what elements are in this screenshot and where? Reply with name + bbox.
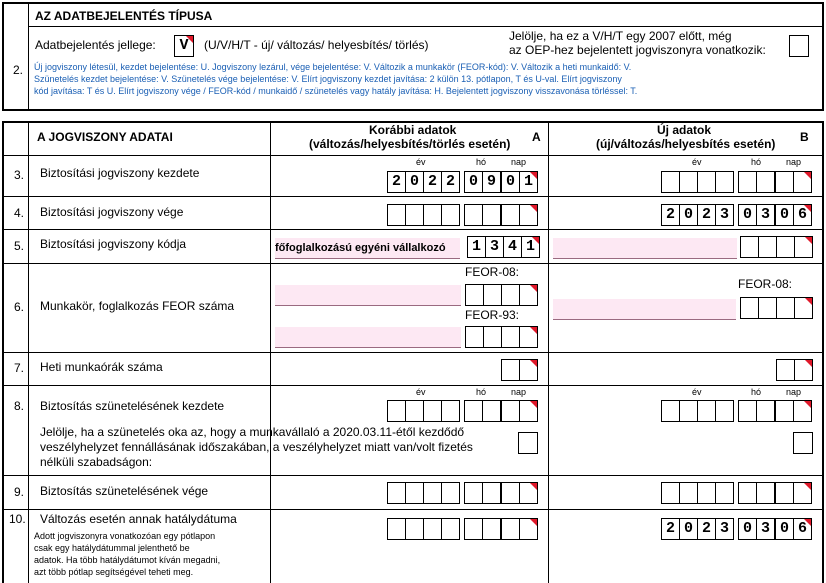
digit-cell[interactable] [465,284,484,306]
row-6-number: 6. [14,300,25,314]
digit-cell[interactable]: 0 [405,171,424,193]
row-7-label: Heti munkaórák száma [40,360,163,374]
digit-cell[interactable] [738,482,757,504]
nap-header: nap [786,387,802,397]
digit-cell[interactable] [740,236,759,258]
col-b-letter: B [800,130,809,144]
jelolje-text-2: az OEP-hez bejelentett jogviszonyra vonatkozik: [509,43,766,57]
digit-cell[interactable]: 2 [697,204,716,226]
digit-cell[interactable] [519,359,538,381]
digit-cell[interactable] [738,400,757,422]
row-4-number: 4. [14,206,25,220]
digit-cell[interactable] [756,171,775,193]
digit-cell[interactable]: 0 [679,518,698,540]
digit-cell[interactable] [465,326,484,348]
ho-header: hó [751,387,762,397]
digit-cell[interactable] [482,482,501,504]
jelolje-text-1: Jelölje, ha ez a V/H/T egy 2007 előtt, még [509,29,732,43]
row-8-checkbox-b[interactable] [793,432,813,454]
digit-cell[interactable] [519,284,538,306]
instructions-line-2: Szünetelés kezdet bejelentése: V. Szünetelés vége bejelentése: V. Elírt jogviszony kezdet javítása: 2 külön 13. pótlapon, T és U-val. Elírt jogviszony [34,74,622,84]
digit-cell[interactable] [715,171,734,193]
row-8-checkbox-a[interactable] [518,432,538,454]
digit-cell[interactable] [441,204,460,226]
digit-cell[interactable]: 0 [738,204,757,226]
digit-cell[interactable] [387,518,406,540]
ho-header: hó [751,157,762,167]
digit-cell[interactable] [793,482,812,504]
digit-cell[interactable]: 3 [756,518,775,540]
digit-cell[interactable] [794,297,813,319]
row-8-note-3: nélküli szabadságon: [40,455,153,469]
digit-cell[interactable]: 2 [423,171,442,193]
digit-cell[interactable] [482,400,501,422]
col-b-title: Új adatok [657,123,712,137]
digit-cell[interactable] [775,482,794,504]
digit-cell[interactable] [793,171,812,193]
digit-cell[interactable] [501,518,520,540]
digit-cell[interactable]: 1 [521,236,540,258]
digit-cell[interactable] [697,482,716,504]
digit-cell[interactable] [738,171,757,193]
row-9-label: Biztosítás szünetelésének vége [40,484,209,498]
digit-cell[interactable] [483,326,502,348]
digit-cell[interactable] [423,482,442,504]
digit-cell[interactable] [387,482,406,504]
digit-cell[interactable] [775,400,794,422]
row-6-feor93-text-a[interactable] [275,327,461,348]
digit-cell[interactable] [697,171,716,193]
digit-cell[interactable]: 6 [793,518,812,540]
row-5-label: Biztosítási jogviszony kódja [40,237,187,251]
digit-cell[interactable]: 3 [715,204,734,226]
row-10-note-1: Adott jogviszonyra vonatkozóan egy pótlapon [34,531,216,541]
feor08-label-a: FEOR-08: [465,265,520,279]
row-8-note-2: veszélyhelyzet fennállásának időszakában, a veszélyhelyzet miatt van/volt fizetés [40,440,473,454]
digit-cell[interactable] [423,204,442,226]
digit-cell[interactable] [501,359,520,381]
digit-cell[interactable] [661,171,680,193]
digit-cell[interactable] [740,297,759,319]
digit-cell[interactable]: 0 [775,204,794,226]
digit-cell[interactable] [776,359,795,381]
digit-cell[interactable] [501,400,520,422]
digit-cell[interactable] [464,204,483,226]
ev-header: év [416,387,426,397]
digit-cell[interactable]: 1 [519,171,538,193]
col-a-subtitle: (változás/helyesbítés/törlés esetén) [309,137,511,151]
digit-cell[interactable]: 2 [661,204,680,226]
digit-cell[interactable] [715,482,734,504]
digit-cell[interactable] [794,236,813,258]
digit-cell[interactable] [501,204,520,226]
digit-cell[interactable] [661,400,680,422]
row-5-number: 5. [14,239,25,253]
row-5-code-text-a-value: főfoglalkozású egyéni vállalkozó [275,242,446,254]
digit-cell[interactable] [519,326,538,348]
digit-cell[interactable] [405,204,424,226]
digit-cell[interactable] [405,518,424,540]
digit-cell[interactable]: 2 [661,518,680,540]
row-9-number: 9. [14,485,25,499]
digit-cell[interactable] [464,482,483,504]
row-8-label: Biztosítás szünetelésének kezdete [40,399,225,413]
digit-cell[interactable] [423,400,442,422]
digit-cell[interactable]: 2 [697,518,716,540]
ev-header: év [692,157,702,167]
col-a-title: Korábbi adatok [369,123,457,137]
digit-cell[interactable]: 3 [756,204,775,226]
jelleg-input[interactable]: V [174,35,194,57]
row-3-number: 3. [14,168,25,182]
digit-cell[interactable]: 4 [503,236,522,258]
digit-cell[interactable] [501,326,520,348]
oep-checkbox[interactable] [789,35,809,57]
digit-cell[interactable] [423,518,442,540]
digit-cell[interactable] [501,482,520,504]
row-3-label: Biztosítási jogviszony kezdete [40,166,200,180]
col-b-subtitle: (új/változás/helyesbítés esetén) [596,137,776,151]
row-5-code-text-b[interactable] [553,238,737,259]
section-data-title: A JOGVISZONY ADATAI [37,130,173,144]
digit-cell[interactable] [441,518,460,540]
row-6-feor08-text-a[interactable] [275,285,461,306]
digit-cell[interactable] [387,204,406,226]
digit-cell[interactable]: 2 [441,171,460,193]
row-8-number: 8. [14,399,25,413]
digit-cell[interactable] [756,400,775,422]
digit-cell[interactable] [482,518,501,540]
digit-cell[interactable]: 3 [715,518,734,540]
digit-cell[interactable] [483,284,502,306]
row-6-label: Munkakör, foglalkozás FEOR száma [40,299,235,313]
digit-cell[interactable] [715,400,734,422]
digit-cell[interactable] [758,297,777,319]
ev-header: év [416,157,426,167]
jelleg-label: Adatbejelentés jellege: [35,38,156,52]
digit-cell[interactable] [519,518,538,540]
digit-cell[interactable] [405,482,424,504]
instructions-line-3: kód javítása: T és U. Elírt jogviszony vége / FEOR-kód / munkaidő / szünetelés vagy hatály javítása: H. Bejelentett jogviszony visszavonása törléssel: T. [34,86,638,96]
ho-header: hó [476,387,487,397]
digit-cell[interactable]: 3 [485,236,504,258]
row-10-note-4: azt több pótlap segítségével teheti meg. [34,567,194,577]
digit-cell[interactable] [775,171,794,193]
digit-cell[interactable] [661,482,680,504]
digit-cell[interactable] [697,400,716,422]
digit-cell[interactable] [405,400,424,422]
row-10-number: 10. [9,512,26,526]
row-10-note-2: csak egy hatálydátummal jelenthető be [34,543,190,553]
row-10-label: Változás esetén annak hatálydátuma [40,512,237,526]
digit-cell[interactable] [519,400,538,422]
digit-cell[interactable] [758,236,777,258]
ho-header: hó [476,157,487,167]
feor93-label-a: FEOR-93: [465,308,520,322]
digit-cell[interactable] [794,359,813,381]
digit-cell[interactable]: 1 [467,236,486,258]
digit-cell[interactable]: 0 [679,204,698,226]
digit-cell[interactable] [679,482,698,504]
jelleg-hint: (U/V/H/T - új/ változás/ helyesbítés/ törlés) [204,38,429,52]
row-7-number: 7. [14,361,25,375]
digit-cell[interactable] [793,400,812,422]
row-10-note-3: adatok. Ha több hatálydátumot kíván megadni, [34,555,221,565]
digit-cell[interactable] [464,518,483,540]
digit-cell[interactable] [776,297,795,319]
digit-cell[interactable]: 2 [387,171,406,193]
ev-header: év [692,387,702,397]
digit-cell[interactable] [501,284,520,306]
digit-cell[interactable] [776,236,795,258]
digit-cell[interactable] [679,171,698,193]
digit-cell[interactable] [756,482,775,504]
digit-cell[interactable]: 0 [501,171,520,193]
digit-cell[interactable]: 9 [482,171,501,193]
row-8-note-1: Jelölje, ha a szünetelés oka az, hogy a munkavállaló a 2020.03.11-étől kezdődő [40,425,465,439]
digit-cell[interactable] [679,400,698,422]
digit-cell[interactable] [441,400,460,422]
digit-cell[interactable]: 0 [738,518,757,540]
nap-header: nap [786,157,802,167]
instructions-line-1: Új jogviszony létesül, kezdet bejelentése: U. Jogviszony lezárul, vége bejelentése: V. Változik a munkakör (FEOR-kód): V. Változik a heti munkaidő: V. [34,62,632,72]
digit-cell[interactable] [519,204,538,226]
digit-cell[interactable] [441,482,460,504]
digit-cell[interactable]: 0 [464,171,483,193]
digit-cell[interactable]: 0 [775,518,794,540]
feor08-label-b: FEOR-08: [738,277,793,291]
digit-cell[interactable] [519,482,538,504]
row-number: 2. [13,63,24,77]
digit-cell[interactable] [464,400,483,422]
row-4-label: Biztosítási jogviszony vége [40,205,184,219]
digit-cell[interactable] [482,204,501,226]
col-a-letter: A [532,130,541,144]
nap-header: nap [511,157,527,167]
section-type-title: AZ ADATBEJELENTÉS TÍPUSA [35,9,213,23]
nap-header: nap [511,387,527,397]
row-6-feor08-text-b[interactable] [553,299,736,320]
digit-cell[interactable]: 6 [793,204,812,226]
digit-cell[interactable] [387,400,406,422]
